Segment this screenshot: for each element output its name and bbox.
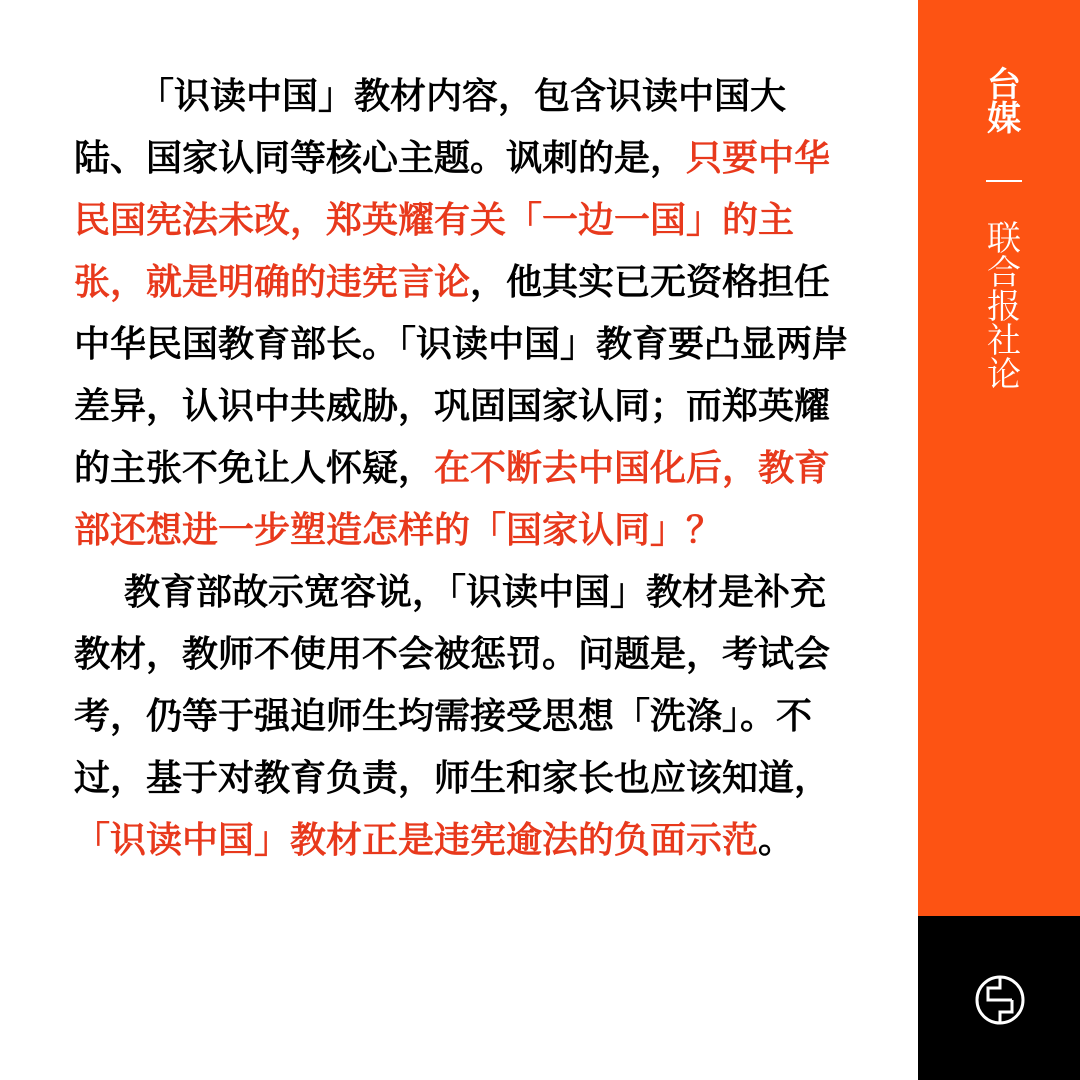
sidebar-label bbox=[984, 65, 1024, 395]
sidebar-orange-panel bbox=[918, 0, 1080, 916]
source-label: 台媒 bbox=[987, 65, 1021, 139]
text-segment: 。 bbox=[758, 820, 795, 861]
highlighted-text-segment: 在不断去中国化后，教育部还想进一步塑造怎样的「国家认同」？ bbox=[74, 448, 831, 551]
outlet-label: 联合报社论 bbox=[987, 219, 1021, 395]
paragraph-1 bbox=[74, 66, 854, 562]
text-segment: 「识读中国」教材内容，包含识读中国大陆、国家认同等核心主题。讽刺的是， bbox=[74, 76, 787, 179]
paragraph-2 bbox=[74, 562, 854, 872]
text-segment: ，他其实已无资格担任中华民国教育部长。「识读中国」教育要凸显两岸差异，认识中共威胁，巩固国家认同；而郑英耀的主张不免让人怀疑， bbox=[74, 262, 849, 489]
highlighted-text-segment: 只要中华民国宪法未改，郑英耀有关「一边一国」的主张，就是明确的违宪言论 bbox=[74, 138, 831, 303]
label-divider bbox=[986, 180, 1022, 182]
brand-logo-icon bbox=[974, 974, 1026, 1026]
text-segment: 教育部故示宽容说，「识读中国」教材是补充教材，教师不使用不会被惩罚。问题是，考试会考，仍等于强迫师生均需接受思想「洗涤」。不过，基于对教育负责，师生和家长也应该知道， bbox=[74, 572, 831, 799]
sidebar bbox=[918, 0, 1080, 1080]
article-body bbox=[74, 66, 854, 872]
highlighted-text-segment: 「识读中国」教材正是违宪逾法的负面示范 bbox=[74, 820, 759, 861]
sidebar-black-panel bbox=[918, 916, 1080, 1080]
